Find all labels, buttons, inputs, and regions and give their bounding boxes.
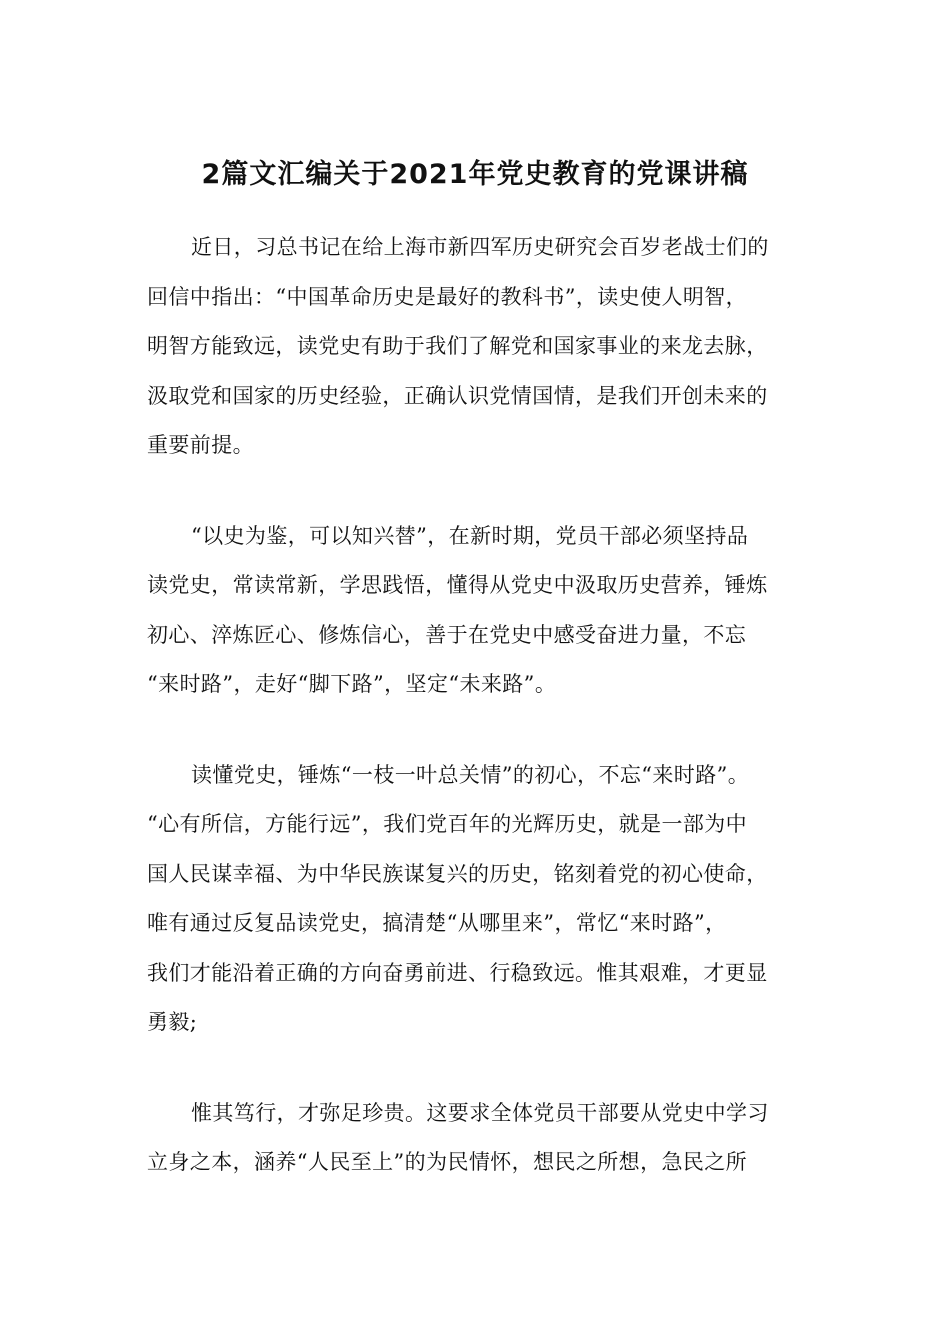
text-line: “以史为鉴，可以知兴替”，在新时期，党员干部必须坚持品 (191, 523, 749, 548)
text-line: “心有所信，方能行远”，我们党百年的光辉历史，就是一部为中 (147, 812, 748, 836)
text-line: 重要前提。 (147, 433, 254, 457)
text-line: 勇毅; (147, 1010, 198, 1034)
document-body (147, 232, 807, 1238)
text-line: 初心、淬炼匠心、修炼信心，善于在党史中感受奋进力量，不忘 (147, 622, 747, 647)
paragraph-1 (147, 232, 807, 480)
document-title: 2篇文汇编关于2021年党史教育的党课讲稿 (201, 159, 749, 190)
text-line: 惟其笃行，才弥足珍贵。这要求全体党员干部要从党史中学习 (191, 1100, 769, 1125)
text-line: 读懂党史，锤炼“一枝一叶总关情”的初心，不忘“来时路”。 (191, 762, 750, 787)
paragraph-3 (147, 760, 807, 1057)
paragraph-2 (147, 521, 807, 719)
text-line: 汲取党和国家的历史经验，正确认识党情国情，是我们开创未来的 (147, 383, 768, 408)
text-line: 明智方能致远，读党史有助于我们了解党和国家事业的来龙去脉， (147, 334, 768, 358)
text-line: 读党史，常读常新，学思践悟，懂得从党史中汲取历史营养，锤炼 (147, 573, 768, 597)
text-line: 我们才能沿着正确的方向奋勇前进、行稳致远。惟其艰难，才更显 (147, 960, 768, 985)
text-line: 国人民谋幸福、为中华民族谋复兴的历史，铭刻着党的初心使命， (147, 861, 768, 886)
text-line: 立身之本，涵养“人民至上”的为民情怀，想民之所想，急民之所 (147, 1150, 748, 1174)
paragraph-4 (147, 1098, 807, 1197)
text-line: “来时路”，走好“脚下路”，坚定“未来路”。 (147, 672, 557, 696)
text-line: 唯有通过反复品读党史，搞清楚“从哪里来”，常忆“来时路”， (147, 911, 727, 935)
text-line: 回信中指出：“中国革命历史是最好的教科书”，读史使人明智， (147, 284, 748, 309)
text-line: 近日，习总书记在给上海市新四军历史研究会百岁老战士们的 (191, 235, 769, 259)
